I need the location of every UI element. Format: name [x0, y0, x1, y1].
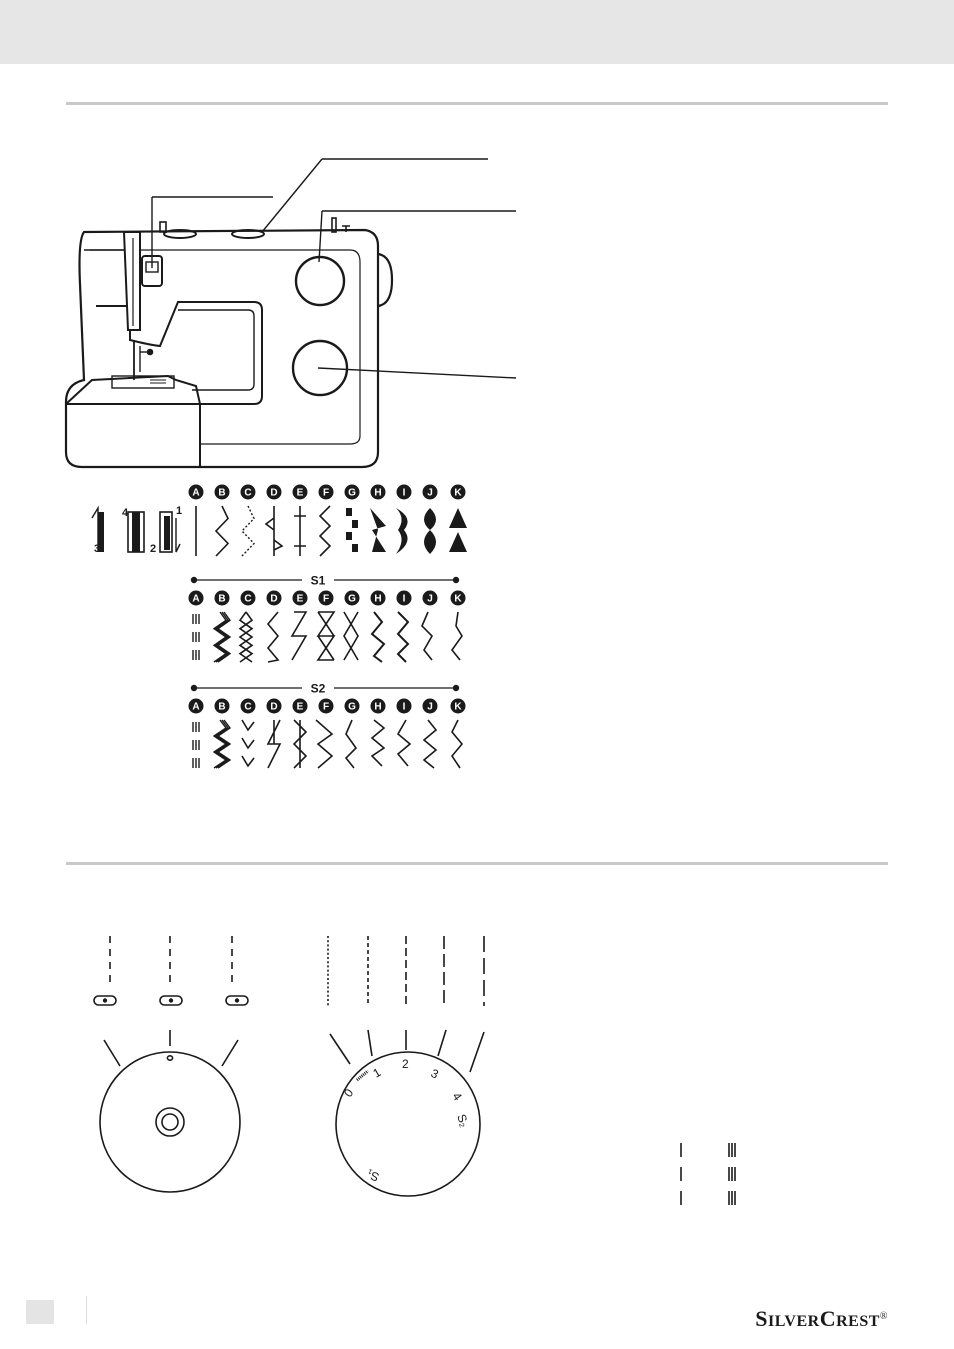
separator-label-s1: S1	[310, 573, 326, 588]
needle-icon-number-2: 2	[150, 543, 157, 555]
page-number-box	[26, 1300, 54, 1324]
stitch-letter-f-r1: F	[322, 487, 330, 499]
stitch-letter-a-r1: A	[192, 487, 200, 499]
brand-logo: SILVERCREST®	[755, 1306, 888, 1331]
stitch-pattern-mark	[449, 508, 467, 552]
stitch-pattern-mark	[214, 612, 226, 662]
stitch-pattern-mark	[346, 532, 352, 540]
separator-dot	[453, 577, 459, 583]
stitch-pattern-mark	[318, 612, 334, 660]
stitch-letter-c-r2: C	[244, 593, 252, 605]
dial-label-s2: S₂	[454, 1112, 472, 1129]
stitch-letter-k-r3: K	[454, 701, 462, 713]
needle-icon-number-1: 1	[176, 505, 183, 517]
stitch-letter-f-r3: F	[322, 701, 330, 713]
stitch-letter-b-r2: B	[218, 593, 226, 605]
stitch-letter-i-r3: I	[402, 701, 406, 713]
stitch-pattern-mark	[242, 720, 254, 766]
separator-dot	[191, 577, 197, 583]
stitch-letter-d-r1: D	[270, 487, 278, 499]
stitch-pattern-mark	[370, 508, 386, 552]
stitch-pattern-mark	[398, 612, 408, 662]
stitch-pattern-mark	[372, 612, 384, 662]
stitch-pattern-mark	[294, 720, 306, 768]
stitch-letter-g-r1: G	[348, 487, 356, 499]
stitch-letter-e-r3: E	[296, 701, 304, 713]
stitch-pattern-mark	[346, 720, 356, 768]
stitch-letter-c-r3: C	[244, 701, 252, 713]
stitch-letter-e-r1: E	[296, 487, 304, 499]
stitch-pattern-mark	[292, 612, 306, 660]
footer-divider	[86, 1296, 87, 1324]
dial-label-3: 3	[428, 1066, 441, 1082]
stitch-pattern-mark	[344, 612, 358, 660]
stitch-letter-k-r2: K	[454, 593, 462, 605]
stitch-pattern-mark	[452, 720, 462, 768]
stitch-pattern-mark	[216, 506, 228, 556]
stitch-letter-g-r3: G	[348, 701, 356, 713]
stitch-pattern-mark	[398, 720, 410, 766]
stitch-pattern-mark	[320, 506, 330, 556]
stitch-pattern-mark	[242, 506, 254, 556]
straight-stitch-marks	[681, 1143, 735, 1205]
stitch-pattern-mark	[372, 720, 384, 766]
needle-position-icon	[132, 512, 140, 552]
stitch-pattern-mark	[268, 720, 280, 768]
separator-dot	[453, 685, 459, 691]
stitch-pattern-mark	[266, 506, 282, 556]
stitch-letter-i-r1: I	[402, 487, 406, 499]
stitch-letter-a-r2: A	[192, 593, 200, 605]
stitch-letter-d-r3: D	[270, 701, 278, 713]
stitch-letter-i-r2: I	[402, 593, 406, 605]
dial-label-0: 0	[340, 1086, 357, 1100]
stitch-letter-h-r2: H	[374, 593, 382, 605]
stitch-letter-k-r1: K	[454, 487, 462, 499]
stitch-pattern-mark	[452, 612, 462, 660]
stitch-letter-b-r3: B	[218, 701, 226, 713]
stitch-letter-h-r3: H	[374, 701, 382, 713]
stitch-letter-j-r3: J	[427, 701, 433, 713]
needle-position-icon	[164, 516, 170, 550]
stitch-pattern-mark	[294, 506, 306, 556]
stitch-letter-d-r2: D	[270, 593, 278, 605]
dial-label-2: 2	[402, 1057, 409, 1071]
needle-icon-number-3: 3	[94, 543, 101, 555]
dial-label-s1: S₁	[364, 1167, 382, 1185]
dial-label-1: 1	[370, 1065, 384, 1081]
stitch-width-dial	[94, 936, 248, 1192]
stitch-letter-a-r3: A	[192, 701, 200, 713]
needle-position-icon	[176, 518, 180, 552]
stitch-letter-g-r2: G	[348, 593, 356, 605]
stitch-pattern-mark	[214, 720, 226, 768]
stitch-letter-c-r1: C	[244, 487, 252, 499]
stitch-pattern-mark	[396, 508, 408, 554]
stitch-pattern-mark	[352, 544, 358, 552]
stitch-pattern-mark	[346, 508, 352, 516]
separator-dot	[191, 685, 197, 691]
sewing-machine-illustration	[66, 159, 516, 467]
stitch-pattern-mark	[352, 520, 358, 528]
stitch-pattern-mark	[316, 720, 332, 768]
dial-label-4: 4	[449, 1089, 465, 1104]
stitch-letter-j-r1: J	[427, 487, 433, 499]
needle-icon-number-4: 4	[122, 507, 129, 519]
stitch-pattern-mark	[268, 612, 278, 662]
separator-label-s2: S2	[310, 681, 326, 696]
stitch-pattern-mark	[424, 508, 436, 554]
stitch-pattern-mark	[424, 720, 436, 768]
stitch-letter-b-r1: B	[218, 487, 226, 499]
stitch-pattern-mark	[422, 612, 432, 660]
stitch-letter-e-r2: E	[296, 593, 304, 605]
stitch-letter-f-r2: F	[322, 593, 330, 605]
stitch-letter-h-r1: H	[374, 487, 382, 499]
stitch-letter-j-r2: J	[427, 593, 433, 605]
stitch-pattern-table	[92, 485, 467, 769]
